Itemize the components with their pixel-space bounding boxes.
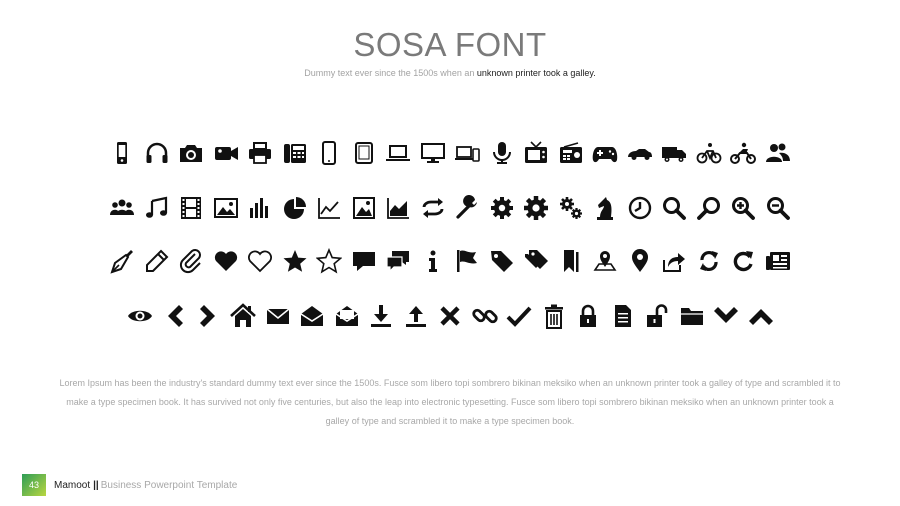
icon-row-4 <box>0 301 900 331</box>
headphones-icon <box>140 138 175 168</box>
wrench-icon <box>450 193 485 223</box>
envelope-icon <box>260 301 295 331</box>
radio-icon <box>554 138 589 168</box>
chevron-left-icon <box>157 301 192 331</box>
footer-separator: || <box>93 479 99 491</box>
chevron-right-icon <box>191 301 226 331</box>
paperclip-icon <box>174 246 209 276</box>
gamepad-icon <box>588 138 623 168</box>
bicycle-icon <box>692 138 727 168</box>
camera-icon <box>174 138 209 168</box>
home-icon <box>226 301 261 331</box>
trash-icon <box>536 301 571 331</box>
download-icon <box>364 301 399 331</box>
icon-row-3 <box>0 246 900 276</box>
tablet-icon <box>347 138 382 168</box>
close-icon <box>433 301 468 331</box>
microphone-icon <box>485 138 520 168</box>
refresh-icon <box>692 246 727 276</box>
eye-icon <box>122 301 157 331</box>
lock-icon <box>571 301 606 331</box>
search-icon <box>657 193 692 223</box>
chat-bubbles-icon <box>381 246 416 276</box>
pen-nib-icon <box>105 246 140 276</box>
laptop-icon <box>381 138 416 168</box>
envelope-open-icon <box>295 301 330 331</box>
picture-framed-icon <box>347 193 382 223</box>
heart-icon <box>209 246 244 276</box>
user-group-icon <box>761 138 796 168</box>
gears-icon <box>554 193 589 223</box>
tags-icon <box>519 246 554 276</box>
link-icon <box>467 301 502 331</box>
folder-icon <box>674 301 709 331</box>
share-icon <box>657 246 692 276</box>
gear-icon <box>485 193 520 223</box>
desktop-monitor-icon <box>416 138 451 168</box>
truck-icon <box>657 138 692 168</box>
pencil-icon <box>140 246 175 276</box>
area-chart-icon <box>381 193 416 223</box>
icon-row-2 <box>0 193 900 223</box>
document-icon <box>605 301 640 331</box>
clock-icon <box>623 193 658 223</box>
slide-subtitle <box>0 68 900 78</box>
reload-icon <box>726 246 761 276</box>
speech-bubble-icon <box>347 246 382 276</box>
television-icon <box>519 138 554 168</box>
heart-outline-icon <box>243 246 278 276</box>
printer-icon <box>243 138 278 168</box>
footer-tagline: Business Powerpoint Template <box>100 479 238 491</box>
bar-chart-icon <box>243 193 278 223</box>
map-location-icon <box>588 246 623 276</box>
smartphone-icon <box>312 138 347 168</box>
chess-knight-icon <box>588 193 623 223</box>
body-paragraph: Lorem Ipsum has been the industry's standard dummy text ever since the 1500s. Fusce som libero topi sombrero bikinan meksiko when an unknown printer took a galley of type and scrambled it to make a type specimen book. It has survived not only five centuries, but also the leap into electronic typesetting. Fusce som libero topi sombrero bikinan meksiko when an unknown printer took a galley of type and scrambled it to make a type specimen book. <box>59 378 841 426</box>
newspaper-icon <box>761 246 796 276</box>
icon-row-1 <box>0 138 900 168</box>
tag-icon <box>485 246 520 276</box>
slide-title: SOSA FONT <box>353 26 547 63</box>
gear-large-icon <box>519 193 554 223</box>
film-strip-icon <box>174 193 209 223</box>
star-icon <box>278 246 313 276</box>
checkmark-icon <box>502 301 537 331</box>
motorcycle-icon <box>726 138 761 168</box>
group-icon <box>105 193 140 223</box>
info-icon <box>416 246 451 276</box>
flag-icon <box>450 246 485 276</box>
repeat-arrows-icon <box>416 193 451 223</box>
zoom-out-icon <box>761 193 796 223</box>
map-pin-icon <box>623 246 658 276</box>
video-camera-icon <box>209 138 244 168</box>
search-alt-icon <box>692 193 727 223</box>
mobile-phone-icon <box>105 138 140 168</box>
upload-icon <box>398 301 433 331</box>
bookmark-icon <box>554 246 589 276</box>
chevron-down-icon <box>709 301 744 331</box>
picture-icon <box>209 193 244 223</box>
desk-phone-icon <box>278 138 313 168</box>
laptop-and-phone-icon <box>450 138 485 168</box>
pie-chart-icon <box>278 193 313 223</box>
unlock-icon <box>640 301 675 331</box>
line-chart-icon <box>312 193 347 223</box>
zoom-in-icon <box>726 193 761 223</box>
envelope-open-letter-icon <box>329 301 364 331</box>
footer-brand: Mamoot <box>54 479 91 491</box>
subtitle-highlight: unknown printer took a galley. <box>476 68 596 78</box>
subtitle-text: Dummy text ever since the 1500s when an <box>304 68 477 78</box>
music-note-icon <box>140 193 175 223</box>
chevron-up-icon <box>743 301 778 331</box>
page-number-badge: 43 <box>22 474 46 496</box>
star-outline-icon <box>312 246 347 276</box>
car-icon <box>623 138 658 168</box>
slide-footer <box>22 474 237 496</box>
